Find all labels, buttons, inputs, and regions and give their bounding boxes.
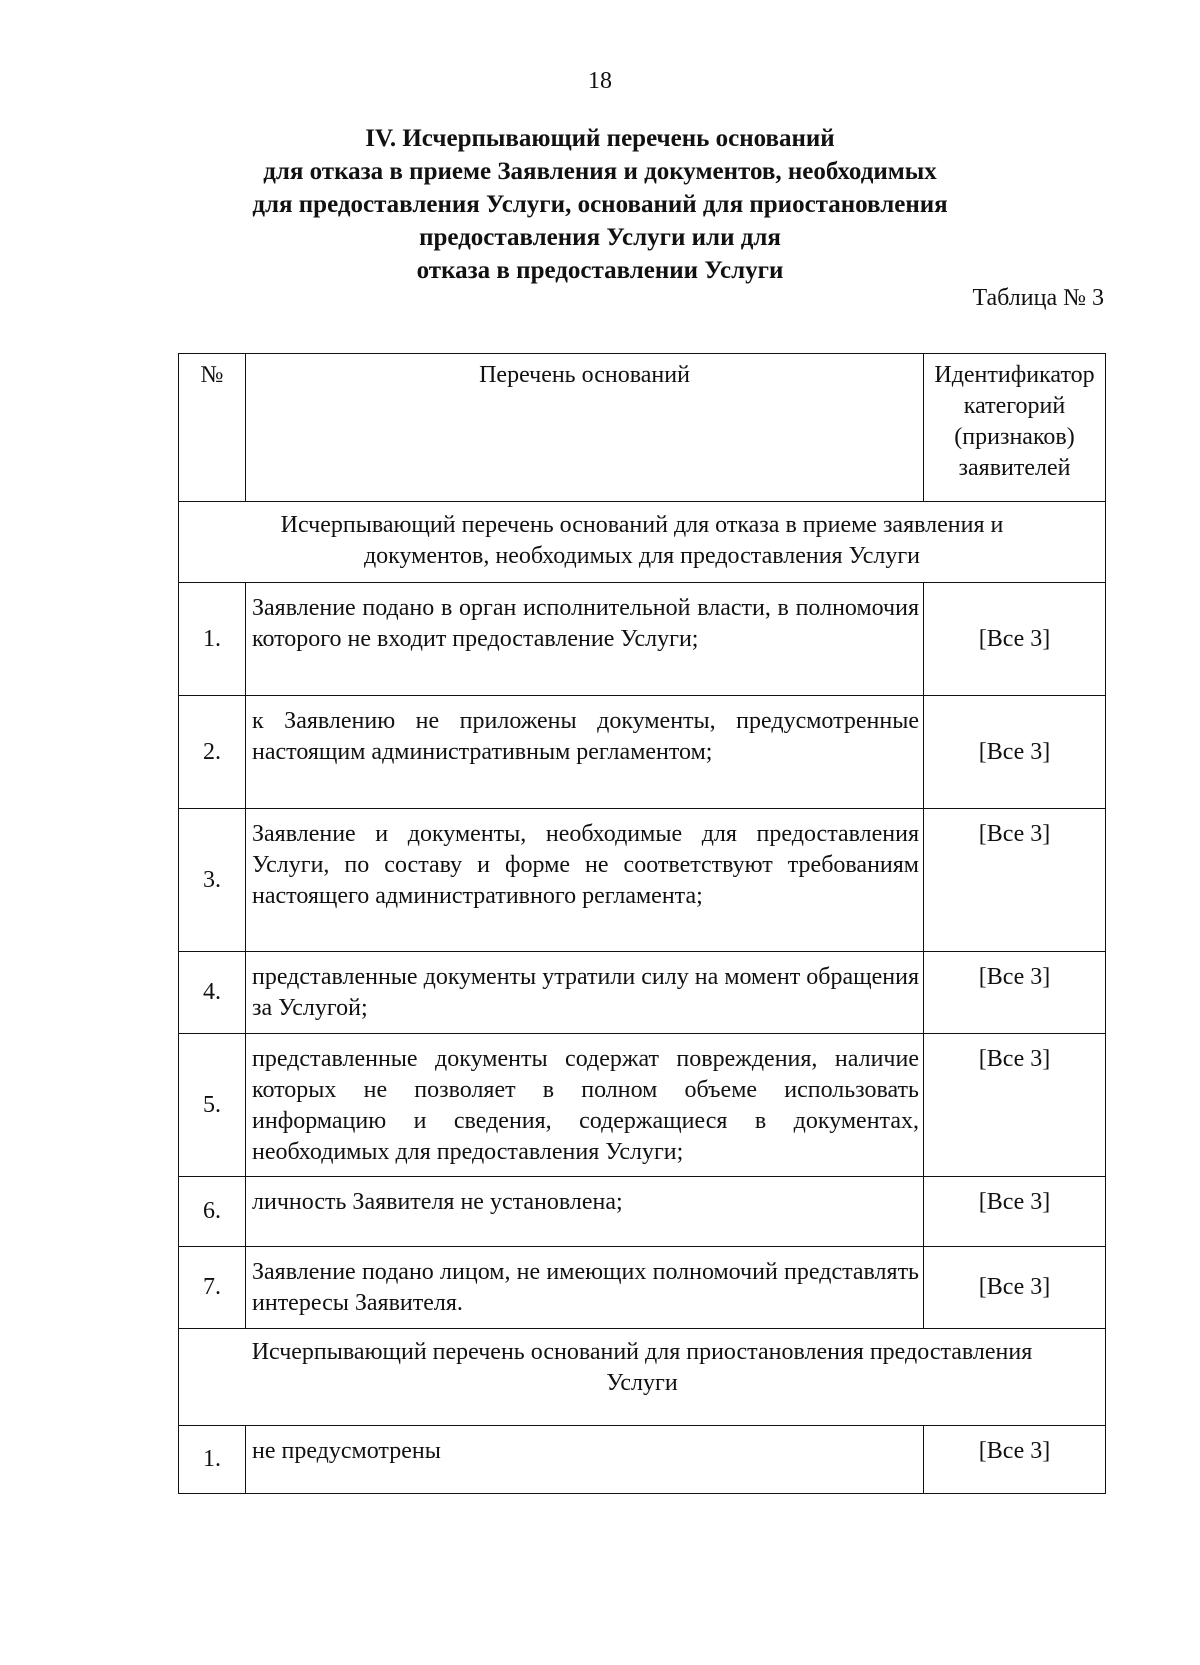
row-identifier: [Все 3] bbox=[924, 1034, 1106, 1177]
grounds-table bbox=[178, 353, 1106, 1494]
table-row bbox=[179, 1247, 1106, 1329]
row-number: 2. bbox=[179, 696, 246, 809]
table-row bbox=[179, 1426, 1106, 1494]
row-identifier: [Все 3] bbox=[924, 1247, 1106, 1329]
row-text: к Заявлению не приложены документы, предусмотренные настоящим административным регламентом; bbox=[246, 696, 924, 809]
row-identifier: [Все 3] bbox=[924, 696, 1106, 809]
table-row bbox=[179, 952, 1106, 1034]
heading-line: отказа в предоставлении Услуги bbox=[416, 257, 784, 284]
row-identifier: [Все 3] bbox=[924, 809, 1106, 952]
section-title-refusal: Исчерпывающий перечень оснований для отказа в приеме заявления и документов, необходимых для предоставления Услуги bbox=[179, 502, 1106, 583]
table-row bbox=[179, 583, 1106, 696]
table-row bbox=[179, 809, 1106, 952]
header-number: № bbox=[179, 354, 246, 502]
heading-line: для отказа в приеме Заявления и документов, необходимых bbox=[263, 158, 937, 185]
table-row bbox=[179, 1177, 1106, 1247]
row-number: 4. bbox=[179, 952, 246, 1034]
row-number: 1. bbox=[179, 583, 246, 696]
section-row bbox=[179, 1329, 1106, 1426]
row-identifier: [Все 3] bbox=[924, 952, 1106, 1034]
table-row bbox=[179, 1034, 1106, 1177]
section-heading bbox=[180, 122, 1020, 287]
row-number: 5. bbox=[179, 1034, 246, 1177]
row-identifier: [Все 3] bbox=[924, 1426, 1106, 1494]
row-number: 3. bbox=[179, 809, 246, 952]
table-label: Таблица № 3 bbox=[972, 285, 1104, 311]
row-text: Заявление подано в орган исполнительной власти, в полномочия которого не входит предоставление Услуги; bbox=[246, 583, 924, 696]
page-number: 18 bbox=[588, 68, 612, 94]
heading-line: предоставления Услуги или для bbox=[419, 224, 781, 251]
row-text: Заявление подано лицом, не имеющих полномочий представлять интересы Заявителя. bbox=[246, 1247, 924, 1329]
header-grounds: Перечень оснований bbox=[246, 354, 924, 502]
row-identifier: [Все 3] bbox=[924, 583, 1106, 696]
row-number: 7. bbox=[179, 1247, 246, 1329]
table-header-row bbox=[179, 354, 1106, 502]
section-title-suspension: Исчерпывающий перечень оснований для приостановления предоставления Услуги bbox=[179, 1329, 1106, 1426]
row-text: личность Заявителя не установлена; bbox=[246, 1177, 924, 1247]
row-identifier: [Все 3] bbox=[924, 1177, 1106, 1247]
heading-line: для предоставления Услуги, оснований для приостановления bbox=[252, 191, 948, 218]
table-row bbox=[179, 696, 1106, 809]
row-text: представленные документы утратили силу на момент обращения за Услугой; bbox=[246, 952, 924, 1034]
header-identifier: Идентификатор категорий (признаков) заявителей bbox=[924, 354, 1106, 502]
row-text: представленные документы содержат повреждения, наличие которых не позволяет в полном объеме использовать информацию и сведения, содержащиеся в документах, необходимых для предоставления Услуги; bbox=[246, 1034, 924, 1177]
row-text: Заявление и документы, необходимые для предоставления Услуги, по составу и форме не соответствуют требованиям настоящего административного регламента; bbox=[246, 809, 924, 952]
row-number: 6. bbox=[179, 1177, 246, 1247]
heading-line: IV. Исчерпывающий перечень оснований bbox=[365, 125, 835, 152]
section-row bbox=[179, 502, 1106, 583]
row-number: 1. bbox=[179, 1426, 246, 1494]
row-text: не предусмотрены bbox=[246, 1426, 924, 1494]
